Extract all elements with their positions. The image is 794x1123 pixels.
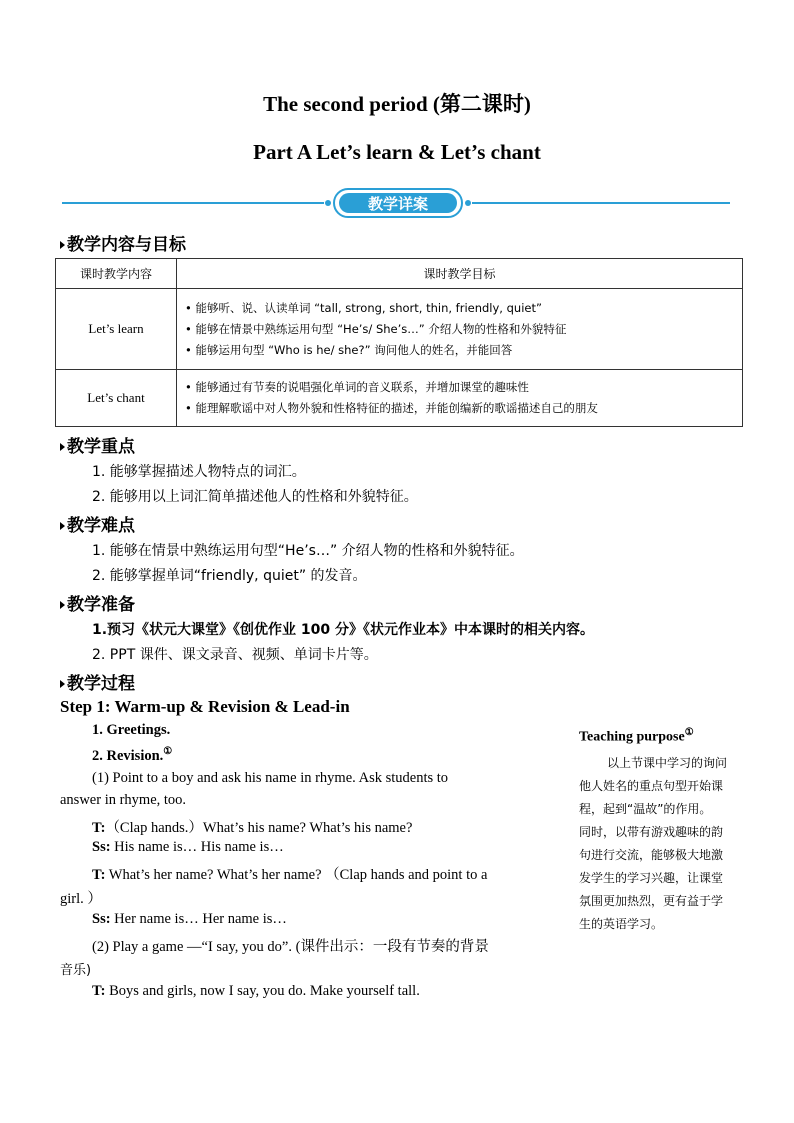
page-subtitle: Part A Let’s learn & Let’s chant: [253, 140, 541, 164]
goal-item: • 能够通过有节奏的说唱强化单词的音义联系，并增加课堂的趣味性: [185, 380, 529, 394]
goal-item: • 能理解歌谣中对人物外貌和性格特征的描述，并能创编新的歌谣描述自己的朋友: [185, 401, 598, 415]
dialogue-line: Ss: His name is… His name is…: [92, 839, 284, 855]
triangle-bullet-icon: [60, 680, 65, 688]
preparation-item: 2. PPT 课件、课文录音、视频、单词卡片等。: [92, 647, 378, 663]
speaker-label: T:: [92, 867, 106, 883]
section-key-points: 教学重点: [60, 432, 135, 457]
dialogue-line-cont: girl. ）: [60, 891, 102, 907]
table-header-row: [56, 259, 743, 289]
paragraph-2-line1: (2) Play a game —“I say, you do”. (课件出示：一段有节奏的背景: [92, 939, 489, 955]
goals-table: [55, 258, 743, 427]
table-header-content: 课时教学内容: [56, 259, 177, 289]
divider-dot-right: [465, 200, 471, 206]
difficulty-item: 2. 能够掌握单词“friendly, quiet” 的发音。: [92, 568, 367, 584]
purpose-line: 句进行交流，能够极大地激: [579, 848, 724, 862]
dialogue-line: T: What’s her name? What’s her name? （Clap hands and point to a: [92, 867, 488, 883]
goal-item: • 能够听、说、认读单词 “tall, strong, short, thin, friendly, quiet”: [185, 300, 542, 315]
speaker-label: Ss:: [92, 911, 111, 927]
preparation-item: 1.预习《状元大课堂》《创优作业 100 分》《状元作业本》中本课时的相关内容。: [92, 622, 595, 638]
paragraph-1-line1: (1) Point to a boy and ask his name in rhyme. Ask students to: [92, 770, 449, 786]
divider-dot-left: [325, 200, 331, 206]
section-content-goals: 教学内容与目标: [60, 230, 186, 255]
triangle-bullet-icon: [60, 443, 65, 451]
triangle-bullet-icon: [60, 241, 65, 249]
speaker-label: T:: [92, 983, 106, 999]
speaker-label: Ss:: [92, 839, 111, 855]
page-title: The second period (第二课时): [263, 92, 531, 116]
section-preparation: 教学准备: [60, 590, 135, 615]
table-cell-goals: [177, 289, 743, 370]
section-divider: [62, 185, 730, 221]
purpose-line: 他人姓名的重点句型开始课: [579, 779, 724, 793]
purpose-line: 发学生的学习兴趣，让课堂: [579, 871, 724, 885]
section-difficulties: 教学难点: [60, 511, 135, 536]
table-cell-goals: [177, 370, 743, 427]
key-point-item: 2. 能够用以上词汇简单描述他人的性格和外貌特征。: [92, 489, 418, 505]
table-cell-content: Let’s chant: [56, 370, 177, 427]
paragraph-2-line2: 音乐): [60, 963, 92, 978]
speaker-label: T:: [92, 820, 106, 836]
purpose-line: 以上节课中学习的询问: [607, 756, 728, 770]
difficulty-item: 1. 能够在情景中熟练运用句型“He’s…” 介绍人物的性格和外貌特征。: [92, 543, 524, 559]
section-process: 教学过程: [60, 669, 135, 694]
teaching-purpose-title: Teaching purpose①: [579, 727, 694, 745]
table-header-goals: 课时教学目标: [177, 259, 743, 289]
paragraph-1-line2: answer in rhyme, too.: [60, 792, 187, 808]
dialogue-line: T:（Clap hands.）What’s his name? What’s his name?: [92, 820, 413, 836]
dialogue-line: Ss: Her name is… Her name is…: [92, 911, 287, 927]
purpose-line: 氛围更加热烈，更有益于学: [579, 894, 724, 908]
purpose-line: 同时，以带有游戏趣味的韵: [579, 825, 724, 839]
table-row: [56, 289, 743, 370]
badge-text: 教学详案: [367, 195, 429, 213]
table-row: [56, 370, 743, 427]
table-cell-content: Let’s learn: [56, 289, 177, 370]
teaching-purpose-text: [579, 752, 776, 936]
purpose-line: 生的英语学习。: [579, 917, 664, 931]
goal-item: • 能够在情景中熟练运用句型 “He’s/ She’s…” 介绍人物的性格和外貌特征: [185, 321, 567, 336]
dialogue-line: T: Boys and girls, now I say, you do. Make yourself tall.: [92, 983, 420, 999]
goal-item: • 能够运用句型 “Who is he/ she?” 询问他人的姓名，并能回答: [185, 342, 513, 357]
key-point-item: 1. 能够掌握描述人物特点的词汇。: [92, 464, 306, 480]
triangle-bullet-icon: [60, 522, 65, 530]
greetings-line: 1. Greetings.: [92, 722, 171, 738]
purpose-line: 程，起到“温故”的作用。: [579, 802, 712, 816]
footnote-mark: ①: [163, 746, 173, 757]
triangle-bullet-icon: [60, 601, 65, 609]
footnote-mark: ①: [684, 727, 694, 738]
step1-title: Step 1: Warm-up & Revision & Lead-in: [60, 697, 350, 716]
revision-line: 2. Revision.①: [92, 746, 173, 764]
